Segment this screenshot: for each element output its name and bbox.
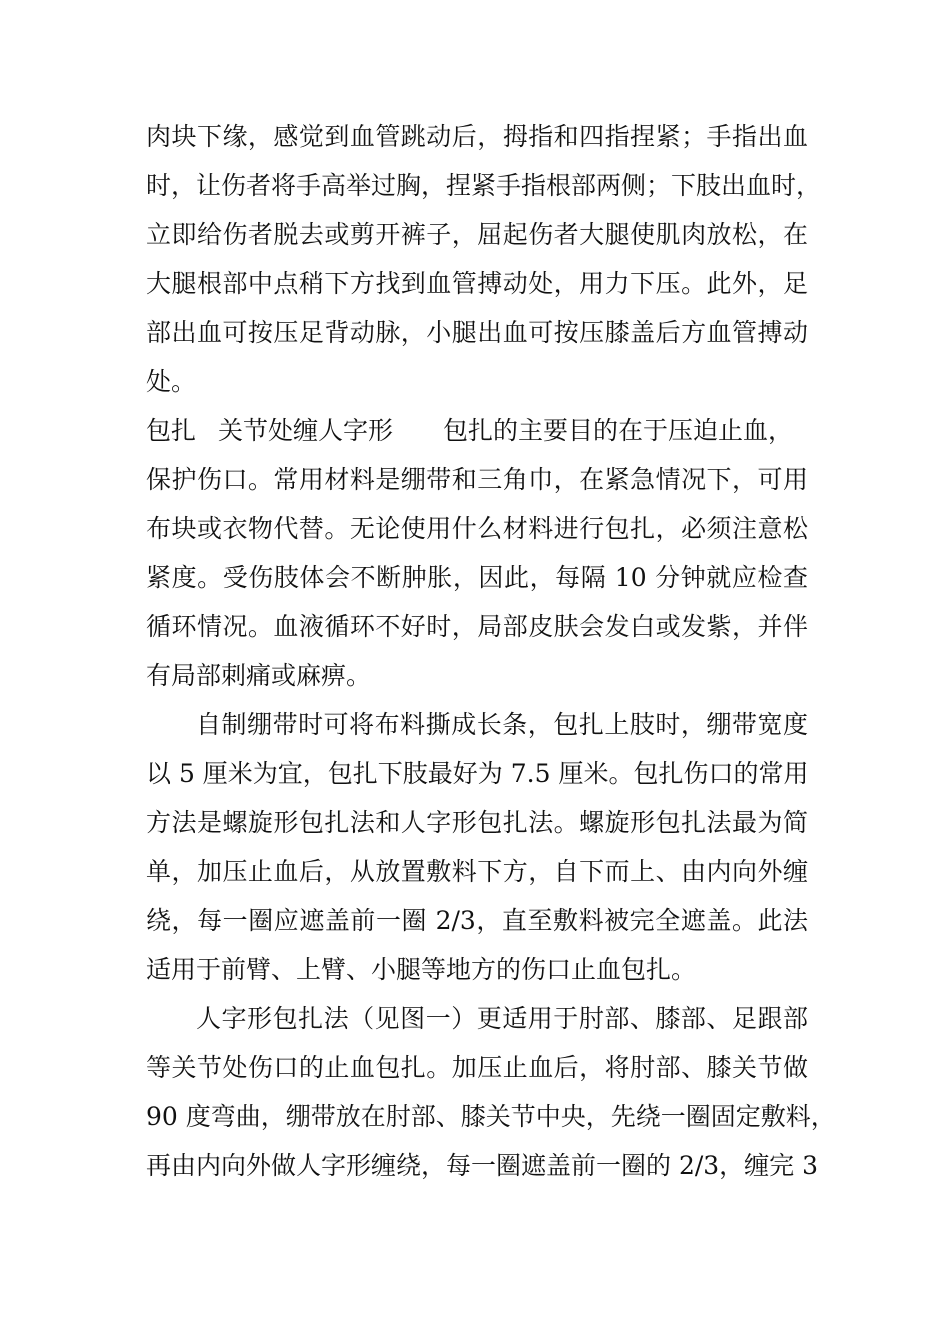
text-line: 立即给伤者脱去或剪开裤子，屈起伤者大腿使肌肉放松，在 <box>146 220 808 249</box>
text-line: 部出血可按压足背动脉，小腿出血可按压膝盖后方血管搏动 <box>146 318 808 347</box>
text-line: 适用于前臂、上臂、小腿等地方的伤口止血包扎。 <box>146 955 697 984</box>
paragraph-pressure-points <box>146 112 822 406</box>
paragraph-spiral-bandage <box>146 700 808 994</box>
text-line: 自制绷带时可将布料撕成长条，包扎上肢时，绷带宽度 <box>196 710 808 739</box>
text-line: 人字形包扎法（见图一）更适用于肘部、膝部、足跟部 <box>196 1004 808 1033</box>
text-line: 单，加压止血后，从放置敷料下方，自下而上、由内向外缠 <box>146 857 808 886</box>
text-line: 有局部刺痛或麻痹。 <box>146 661 372 690</box>
text-line: 绕，每一圈应遮盖前一圈 2/3，直至敷料被完全遮盖。此法 <box>146 906 808 935</box>
text-line: 保护伤口。常用材料是绷带和三角巾，在紧急情况下，可用 <box>146 465 808 494</box>
text-line: 布块或衣物代替。无论使用什么材料进行包扎，必须注意松 <box>146 514 808 543</box>
text-line: 等关节处伤口的止血包扎。加压止血后，将肘部、膝关节做 <box>146 1053 808 1082</box>
text-line: 再由内向外做人字形缠绕，每一圈遮盖前一圈的 2/3，缠完 3 <box>146 1151 819 1180</box>
paragraph-figure-eight-bandage <box>146 994 836 1190</box>
section-title: 包扎 <box>146 416 197 445</box>
text-line: 肉块下缘，感觉到血管跳动后，拇指和四指捏紧；手指出血 <box>146 122 808 151</box>
text-line: 90 度弯曲，绷带放在肘部、膝关节中央，先绕一圈固定敷料， <box>146 1102 836 1131</box>
paragraph-bandaging-intro <box>146 455 808 700</box>
section-subtitle: 关节处缠人字形 <box>218 416 394 445</box>
text-line: 方法是螺旋形包扎法和人字形包扎法。螺旋形包扎法最为简 <box>146 808 808 837</box>
section-heading-line <box>146 406 808 455</box>
text-line: 时，让伤者将手高举过胸，捏紧手指根部两侧；下肢出血时， <box>146 171 822 200</box>
text-line: 大腿根部中点稍下方找到血管搏动处，用力下压。此外，足 <box>146 269 808 298</box>
text-line: 处。 <box>146 367 197 396</box>
text-line: 以 5 厘米为宜，包扎下肢最好为 7.5 厘米。包扎伤口的常用 <box>146 759 809 788</box>
body-text <box>146 112 836 1190</box>
section-first-line: 包扎的主要目的在于压迫止血， <box>443 416 794 445</box>
text-line: 紧度。受伤肢体会不断肿胀，因此，每隔 10 分钟就应检查 <box>146 563 808 592</box>
text-line: 循环情况。血液循环不好时，局部皮肤会发白或发紫，并伴 <box>146 612 808 641</box>
